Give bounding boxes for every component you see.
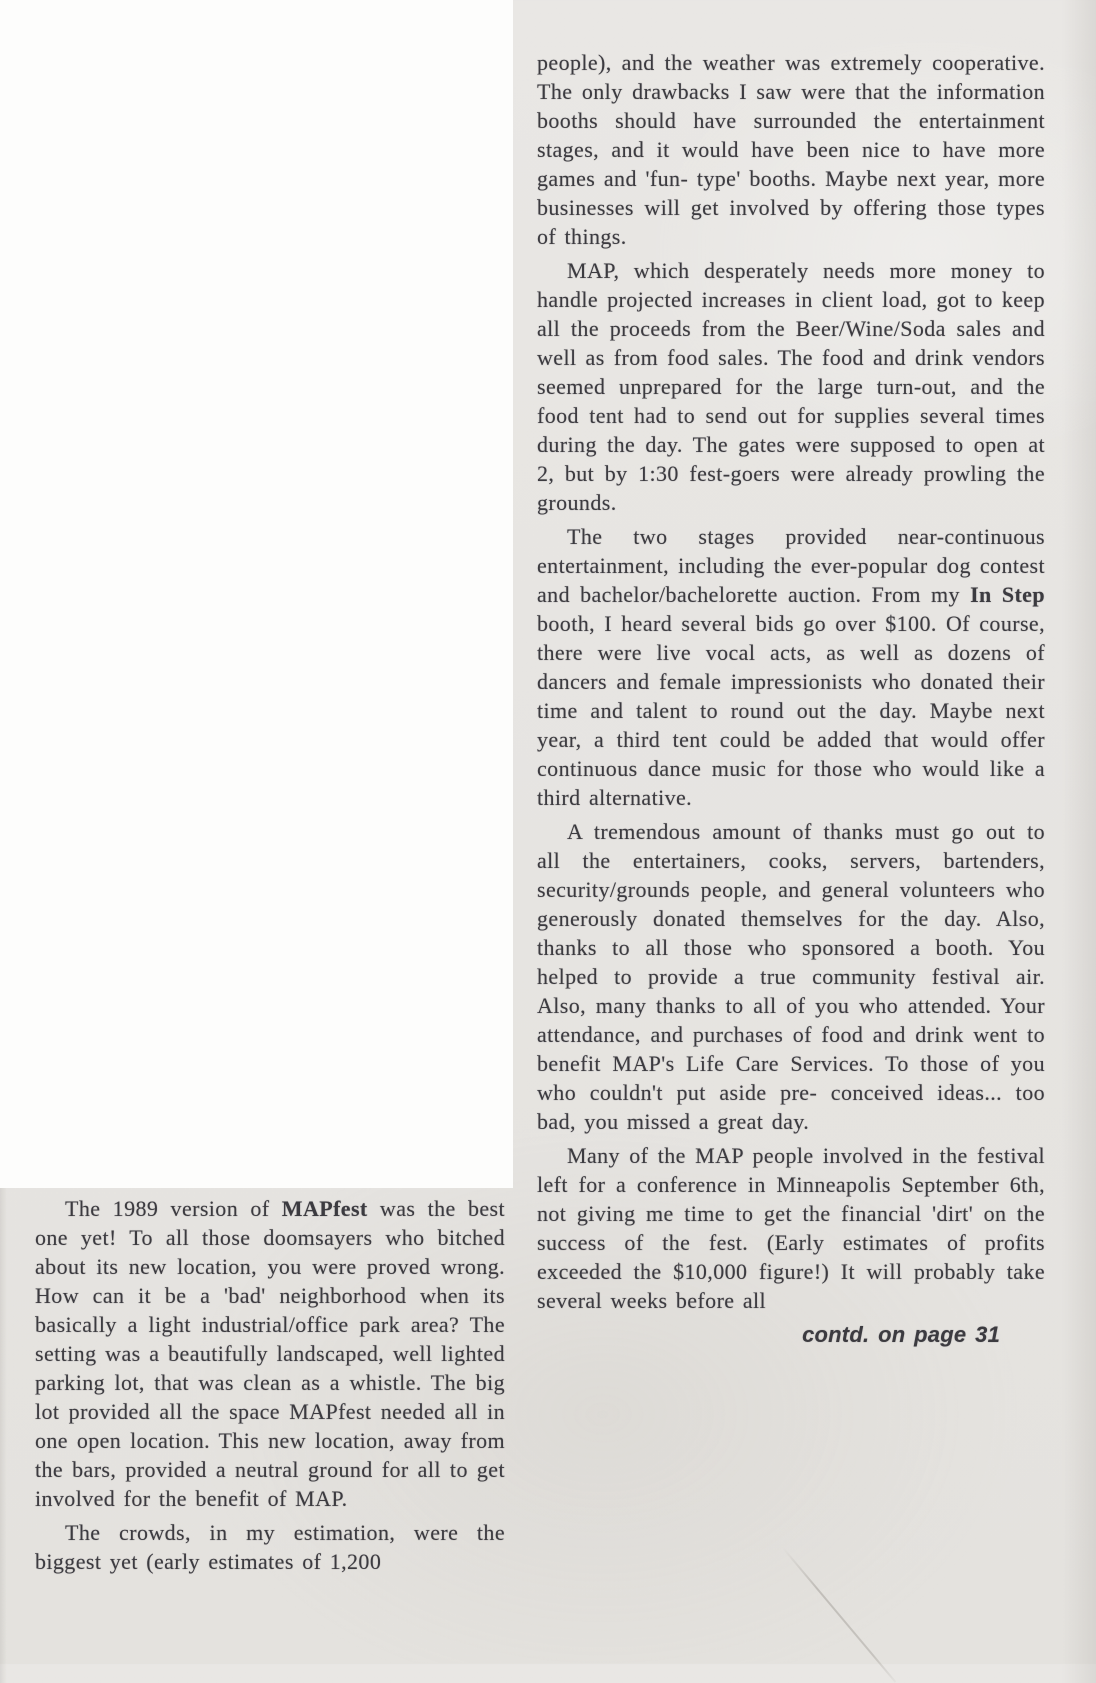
right-text-column bbox=[537, 48, 1045, 1371]
paragraph-right-2: MAP, which desperately needs more money to handle projected increases in client load, got to keep all the proceeds from the Beer/Wine/Soda sales and well as from food sales. The food and drink vendors seemed unprepared for the large turn-out, and the food tent had to send out for supplies several times during the day. The gates were supposed to open at 2, but by 1:30 fest-goers were already prowling the grounds. bbox=[537, 258, 1045, 515]
photo-placeholder bbox=[0, 0, 513, 1188]
paragraph-right-3: The two stages provided near-continuous entertainment, including the ever-popular dog contest and bachelor/bachelorette auction. From my In Step booth, I heard several bids go over $100. Of course, there were live vocal acts, as well as dozens of dancers and female impressionists who donated their time and talent to round out the day. Maybe next year, a third tent could be added that would offer continuous dance music for those who would like a third alternative. bbox=[537, 524, 1045, 810]
paragraph-right-5: Many of the MAP people involved in the festival left for a conference in Minneapolis September 6th, not giving me time to get the financial 'dirt' on the success of the fest. (Early estimates of profits exceeded the $10,000 figure!) It will probably take several weeks before all bbox=[537, 1143, 1045, 1313]
paragraph-left-2: The crowds, in my estimation, were the biggest yet (early estimates of 1,200 bbox=[35, 1520, 505, 1574]
paragraph-right-4: A tremendous amount of thanks must go out to all the entertainers, cooks, servers, bartenders, security/grounds people, and general volunteers who generously donated themselves for the day. Also, thanks to all those who sponsored a booth. You helped to provide a true community festival air. Also, many thanks to all of you who attended. Your attendance, and purchases of food and drink went to benefit MAP's Life Care Services. To those of you who couldn't put aside pre- conceived ideas... too bad, you missed a great day. bbox=[537, 819, 1045, 1134]
left-text-column bbox=[35, 1194, 505, 1581]
paragraph-left-1: The 1989 version of MAPfest was the best one yet! To all those doomsayers who bitched about its new location, you were proved wrong. How can it be a 'bad' neighborhood when its basically a light industrial/office park area? The setting was a beautifully landscaped, well lighted parking lot, that was clean as a whistle. The big lot provided all the space MAPfest needed all in one open location. This new location, away from the bars, provided a neutral ground for all to get involved for the benefit of MAP. bbox=[35, 1196, 505, 1511]
continuation-notice: contd. on page 31 bbox=[802, 1322, 1000, 1347]
paragraph-right-1: people), and the weather was extremely cooperative. The only drawbacks I saw were that the information booths should have surrounded the entertainment stages, and it would have been nice to have more games and 'fun- type' booths. Maybe next year, more businesses will get involved by offering those types of things. bbox=[537, 50, 1045, 249]
scan-crease bbox=[782, 1547, 896, 1682]
